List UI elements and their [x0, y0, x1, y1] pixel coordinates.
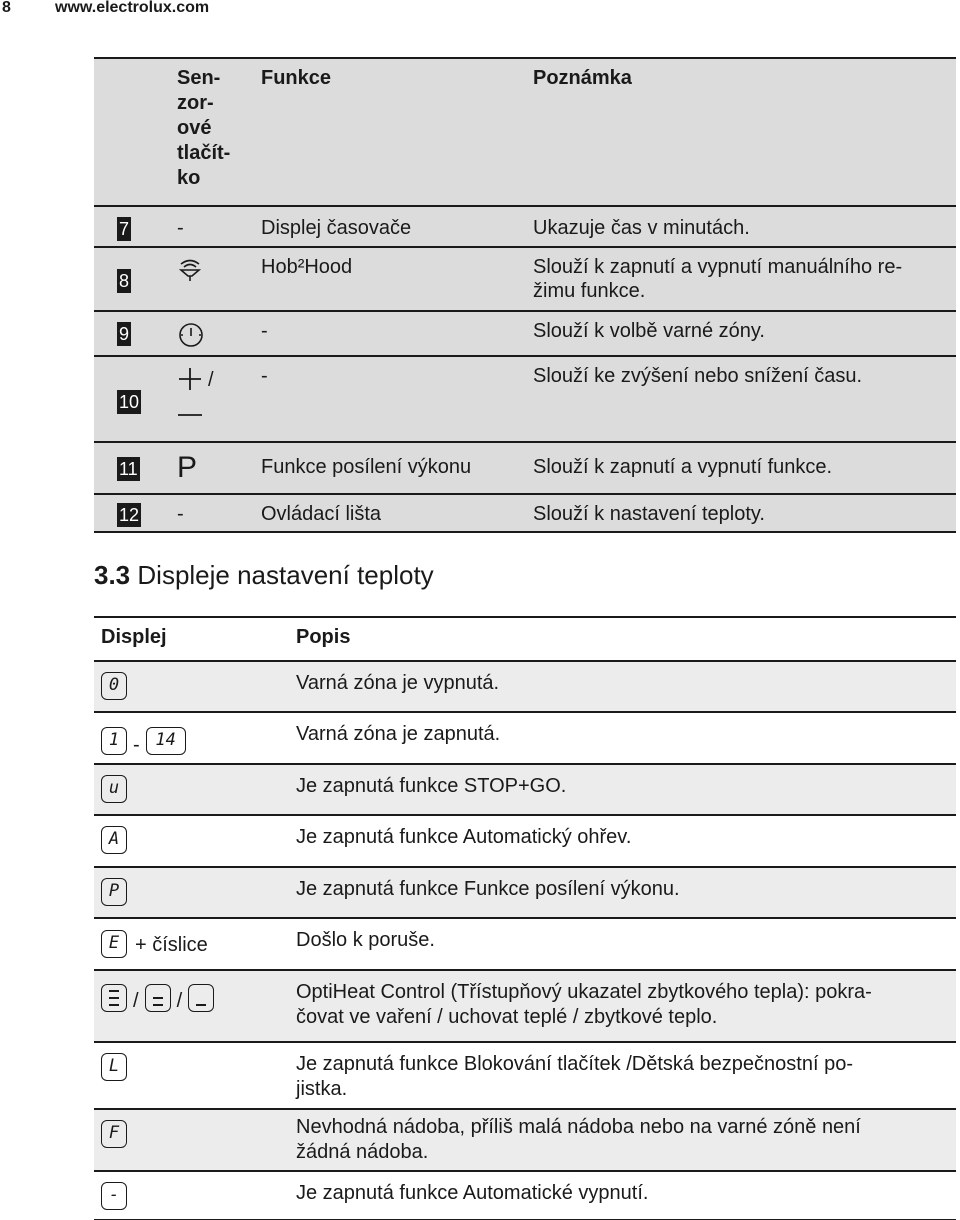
- error-suffix: + číslice: [135, 934, 208, 956]
- row-symbol: -: [177, 217, 184, 239]
- display-symbol: 14: [146, 727, 186, 755]
- row-number: 9: [119, 324, 130, 344]
- section-number: 3.3: [94, 560, 131, 590]
- optiheat-separator: /: [133, 990, 139, 1012]
- table-row: [94, 917, 956, 969]
- table-row: [94, 1170, 956, 1220]
- display-symbol: F: [101, 1120, 127, 1148]
- table-row: [94, 310, 956, 355]
- display-table-header: [94, 618, 956, 660]
- power-boost-symbol: P: [177, 451, 198, 484]
- row-function: -: [261, 320, 268, 342]
- page-number: 8: [2, 0, 11, 16]
- row-number: 12: [119, 505, 140, 525]
- table-row: [94, 969, 956, 1041]
- row-note: Slouží ke zvýšení nebo snížení času.: [533, 365, 863, 387]
- row-description: Je zapnutá funkce Blokování tlačítek /Dětská bezpečnostní po- jistka.: [296, 1053, 853, 1100]
- plus-minus-symbols: [177, 365, 237, 431]
- table-row: [94, 1108, 956, 1170]
- display-symbol: P: [101, 878, 127, 906]
- optiheat-three-bars-icon: [101, 984, 127, 1012]
- minus-icon: [177, 403, 203, 429]
- row-description: OptiHeat Control (Třístupňový ukazatel zbytkového tepla): pokra- čovat ve vaření / uchovat teplé / zbytkové teplo.: [296, 981, 872, 1028]
- row-function: Displej časovače: [261, 217, 412, 239]
- row-number: 10: [119, 392, 140, 412]
- optiheat-two-bars-icon: [145, 984, 171, 1012]
- header-description: Popis: [296, 626, 351, 648]
- row-function: Hob²Hood: [261, 256, 353, 278]
- header-display: Displej: [101, 626, 167, 648]
- website-url: www.electrolux.com: [55, 0, 210, 16]
- row-number: 11: [119, 459, 138, 479]
- plus-minus-separator: /: [208, 369, 214, 391]
- display-symbol: 1: [101, 727, 127, 755]
- range-separator: -: [133, 734, 140, 756]
- controls-table-header: [94, 59, 956, 205]
- header-sensor: Sen- zor- ové tlačít- ko: [177, 67, 231, 189]
- table-row: [94, 246, 956, 310]
- optiheat-separator: /: [176, 990, 183, 1012]
- table-row: [94, 866, 956, 917]
- display-symbol: -: [101, 1182, 127, 1210]
- row-description: Je zapnutá funkce Automatické vypnutí.: [296, 1182, 649, 1204]
- row-number: 7: [119, 219, 130, 239]
- table-row: [94, 763, 956, 814]
- table-row: [94, 355, 956, 441]
- row-note: Slouží k zapnutí a vypnutí manuálního re- žimu funkce.: [533, 256, 903, 302]
- display-symbol: 0: [101, 672, 127, 700]
- display-symbol: A: [101, 826, 127, 854]
- row-note: Slouží k zapnutí a vypnutí funkce.: [533, 456, 833, 478]
- display-symbol: E: [101, 930, 127, 958]
- plus-icon: [177, 367, 203, 393]
- hob2hood-icon: [177, 255, 203, 289]
- table-row: [94, 441, 956, 493]
- row-function: -: [261, 365, 268, 387]
- table-row: [94, 711, 956, 763]
- row-description: Je zapnutá funkce Automatický ohřev.: [296, 826, 632, 848]
- row-number: 8: [119, 271, 130, 291]
- display-table: [94, 616, 956, 1220]
- row-note: Slouží k volbě varné zóny.: [533, 320, 765, 342]
- table-row: [94, 493, 956, 533]
- table-row: [94, 660, 956, 711]
- section-title: [94, 558, 434, 592]
- row-description: Došlo k poruše.: [296, 929, 435, 951]
- row-description: Je zapnutá funkce Funkce posílení výkonu.: [296, 878, 680, 900]
- optiheat-one-bar-icon: [188, 984, 214, 1012]
- header-note: Poznámka: [533, 67, 632, 89]
- display-symbol: u: [101, 775, 127, 803]
- section-heading: Displeje nastavení teploty: [137, 560, 434, 590]
- row-description: Varná zóna je vypnutá.: [296, 672, 500, 694]
- row-note: Ukazuje čas v minutách.: [533, 217, 750, 239]
- display-symbol: L: [101, 1053, 127, 1081]
- row-note: Slouží k nastavení teploty.: [533, 503, 765, 525]
- row-function: Funkce posílení výkonu: [261, 456, 472, 478]
- controls-table: [94, 57, 956, 533]
- row-symbol: -: [177, 503, 184, 525]
- zone-select-icon: [177, 321, 205, 355]
- table-row: [94, 1041, 956, 1108]
- row-description: Varná zóna je zapnutá.: [296, 723, 501, 745]
- header-function: Funkce: [261, 67, 332, 89]
- row-description: Je zapnutá funkce STOP+GO.: [296, 775, 567, 797]
- row-description: Nevhodná nádoba, příliš malá nádoba nebo na varné zóně není žádná nádoba.: [296, 1116, 861, 1163]
- row-function: Ovládací lišta: [261, 503, 382, 525]
- table-row: [94, 814, 956, 866]
- table-row: [94, 205, 956, 246]
